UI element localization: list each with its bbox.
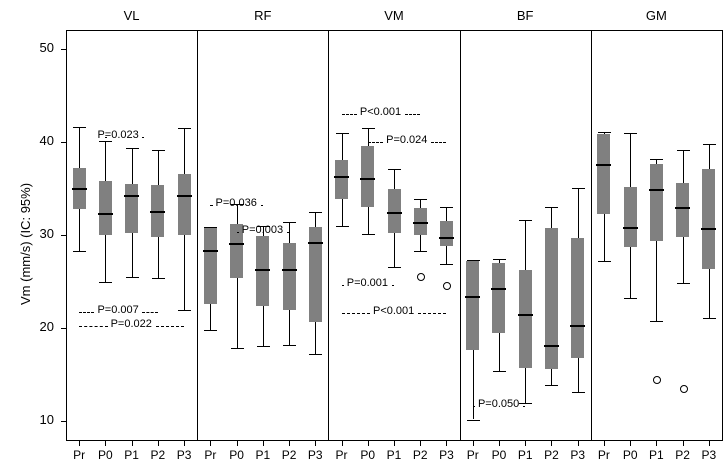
x-tick-label: P1	[517, 448, 533, 462]
x-tick	[420, 441, 421, 446]
annotation-bracket-left	[79, 326, 107, 327]
x-tick-label: P1	[386, 448, 402, 462]
median-line	[229, 243, 244, 245]
whisker-cap-low	[624, 298, 637, 299]
whisker-cap-low	[388, 267, 401, 268]
x-tick-label: Pr	[73, 448, 86, 462]
whisker-cap-high	[73, 127, 86, 128]
p-value-annotation: P=0.007	[97, 304, 139, 317]
annotation-bracket-right	[392, 285, 394, 286]
whisker-cap-high	[126, 148, 139, 149]
p-value-annotation: P=0.001	[346, 277, 389, 290]
panel-title-bf: BF	[516, 8, 534, 23]
x-tick-label: Pr	[335, 448, 348, 462]
whisker-cap-low	[467, 420, 480, 421]
annotation-bracket-left	[473, 406, 475, 407]
x-tick	[158, 441, 159, 446]
median-line	[177, 195, 192, 197]
whisker-cap-low	[257, 346, 270, 347]
panel-separator	[197, 30, 198, 441]
annotation-bracket-right	[405, 114, 420, 115]
box-gm-p3	[702, 169, 715, 270]
panel-title-gm: GM	[645, 8, 667, 23]
median-line	[465, 296, 480, 298]
outlier-point	[417, 273, 425, 281]
whisker-cap-high	[677, 150, 690, 151]
x-tick	[315, 441, 316, 446]
median-line	[518, 314, 533, 316]
box-rf-p2	[283, 243, 296, 309]
x-tick-label: P3	[176, 448, 192, 462]
whisker-cap-high	[309, 212, 322, 213]
median-line	[570, 325, 585, 327]
annotation-bracket-left	[342, 313, 370, 314]
x-tick	[237, 441, 238, 446]
x-tick-label: P2	[544, 448, 559, 462]
whisker-cap-high	[414, 199, 427, 200]
annotation-bracket-right	[142, 312, 157, 313]
y-tick	[61, 49, 66, 50]
box-bf-pr	[466, 261, 479, 350]
x-tick	[578, 441, 579, 446]
whisker-cap-low	[204, 330, 217, 331]
annotation-bracket-left	[368, 142, 383, 143]
box-bf-p0	[492, 263, 505, 333]
whisker-cap-high	[598, 132, 611, 133]
box-gm-p0	[624, 187, 637, 248]
x-tick	[446, 441, 447, 446]
box-vl-p3	[178, 174, 191, 235]
whisker-cap-low	[178, 310, 191, 311]
annotation-bracket-right	[287, 232, 289, 233]
p-value-annotation: P<0.001	[359, 105, 402, 118]
box-vl-p0	[99, 181, 112, 235]
y-tick	[61, 328, 66, 329]
box-rf-p3	[309, 227, 322, 322]
median-line	[124, 195, 139, 197]
p-value-annotation: P=0.050	[477, 398, 520, 411]
x-tick	[473, 441, 474, 446]
x-tick-label: P2	[281, 448, 297, 462]
outlier-point	[680, 385, 688, 393]
annotation-bracket-right	[431, 142, 446, 143]
x-tick-label: P0	[622, 448, 638, 462]
plot-top-border	[66, 30, 723, 31]
y-axis-label: Vm (mm/s) (IC: 95%)	[18, 182, 33, 305]
median-line	[282, 269, 297, 271]
x-tick	[604, 441, 605, 446]
annotation-bracket-right	[156, 326, 184, 327]
x-tick	[289, 441, 290, 446]
y-tick-label: 40	[39, 132, 54, 148]
annotation-bracket-left	[79, 312, 94, 313]
x-tick	[630, 441, 631, 446]
whisker-cap-high	[519, 220, 532, 221]
x-tick	[184, 441, 185, 446]
whisker-cap-low	[598, 261, 611, 262]
x-tick	[263, 441, 264, 446]
x-tick	[394, 441, 395, 446]
x-tick	[210, 441, 211, 446]
median-line	[72, 188, 87, 190]
x-tick-label: Pr	[597, 448, 610, 462]
x-tick	[656, 441, 657, 446]
y-tick	[61, 142, 66, 143]
y-tick-label: 20	[39, 319, 54, 335]
whisker-cap-high	[572, 188, 585, 189]
median-line	[255, 269, 270, 271]
x-tick-label: P2	[675, 448, 690, 462]
x-tick-label: P3	[701, 448, 717, 462]
box-bf-p1	[519, 270, 532, 368]
panel-separator	[328, 30, 329, 441]
median-line	[334, 176, 349, 178]
x-tick-label: P2	[150, 448, 166, 462]
x-tick	[342, 441, 343, 446]
whisker-cap-high	[440, 207, 453, 208]
median-line	[439, 237, 454, 239]
y-tick-label: 50	[39, 39, 54, 55]
annotation-bracket-left	[210, 205, 212, 206]
whisker-cap-high	[178, 128, 191, 129]
annotation-bracket-left	[237, 232, 239, 233]
x-tick	[79, 441, 80, 446]
annotation-bracket-left	[342, 114, 357, 115]
whisker-cap-low	[677, 283, 690, 284]
annotation-bracket-left	[105, 137, 107, 138]
y-axis	[66, 30, 67, 441]
box-vl-p1	[125, 184, 138, 233]
box-gm-p1	[650, 164, 663, 240]
median-line	[675, 207, 690, 209]
x-tick	[368, 441, 369, 446]
annotation-bracket-right	[418, 313, 446, 314]
whisker-cap-high	[152, 150, 165, 151]
whisker-cap-low	[283, 345, 296, 346]
plot-right-border	[722, 30, 723, 441]
x-tick-label: P3	[439, 448, 454, 462]
whisker-cap-high	[703, 144, 716, 145]
box-vm-pr	[335, 160, 348, 198]
x-tick	[525, 441, 526, 446]
annotation-bracket-right	[261, 205, 263, 206]
median-line	[413, 222, 428, 224]
annotation-bracket-left	[342, 285, 344, 286]
whisker-cap-high	[493, 259, 506, 260]
median-line	[150, 211, 165, 213]
y-tick-label: 10	[39, 412, 54, 428]
whisker-cap-low	[73, 251, 86, 252]
median-line	[360, 178, 375, 180]
whisker-cap-high	[362, 128, 375, 129]
whisker-cap-low	[519, 403, 532, 404]
whisker-cap-low	[309, 354, 322, 355]
annotation-bracket-right	[523, 406, 525, 407]
whisker-cap-low	[152, 278, 165, 279]
x-tick-label: P2	[412, 448, 428, 462]
x-tick	[551, 441, 552, 446]
whisker-cap-low	[126, 277, 139, 278]
x-tick-label: P1	[255, 448, 271, 462]
x-tick	[683, 441, 684, 446]
whisker-cap-high	[545, 207, 558, 208]
whisker-cap-low	[336, 226, 349, 227]
p-value-annotation: P<0.001	[373, 305, 415, 318]
median-line	[387, 212, 402, 214]
x-tick-label: P1	[649, 448, 664, 462]
whisker-cap-low	[703, 318, 716, 319]
panel-separator	[591, 30, 592, 441]
x-tick	[132, 441, 133, 446]
annotation-bracket-right	[142, 137, 144, 138]
panel-title-vl: VL	[123, 8, 140, 23]
whisker-cap-low	[231, 348, 244, 349]
p-value-annotation: P=0.023	[97, 129, 139, 142]
whisker-cap-high	[388, 169, 401, 170]
y-tick	[61, 421, 66, 422]
median-line	[98, 213, 113, 215]
median-line	[623, 227, 638, 229]
median-line	[701, 228, 716, 230]
whisker-cap-high	[624, 133, 637, 134]
p-value-annotation: P=0.022	[110, 318, 152, 331]
x-tick	[105, 441, 106, 446]
x-tick	[499, 441, 500, 446]
x-tick-label: P3	[570, 448, 586, 462]
whisker-cap-low	[493, 371, 506, 372]
whisker-cap-low	[362, 234, 375, 235]
whisker-cap-high	[650, 159, 663, 160]
x-tick-label: Pr	[466, 448, 479, 462]
median-line	[491, 288, 506, 290]
outlier-point	[443, 282, 451, 290]
panel-separator	[460, 30, 461, 441]
x-tick-label: P1	[124, 448, 139, 462]
median-line	[649, 189, 664, 191]
box-rf-pr	[204, 228, 217, 304]
x-tick	[709, 441, 710, 446]
box-gm-pr	[597, 134, 610, 214]
whisker-cap-low	[440, 264, 453, 265]
x-tick-label: Pr	[204, 448, 217, 462]
x-tick-label: P0	[360, 448, 376, 462]
outlier-point	[653, 376, 661, 384]
whisker-cap-low	[545, 385, 558, 386]
y-tick	[61, 235, 66, 236]
box-bf-p2	[545, 228, 558, 369]
box-bf-p3	[571, 238, 584, 358]
median-line	[308, 242, 323, 244]
median-line	[596, 164, 611, 166]
y-tick-label: 30	[39, 226, 54, 241]
box-gm-p2	[676, 183, 689, 237]
median-line	[203, 250, 218, 252]
panel-title-vm: VM	[384, 8, 404, 23]
x-tick-label: P0	[491, 448, 507, 462]
whisker-cap-low	[414, 251, 427, 252]
x-tick-label: P0	[229, 448, 244, 462]
box-vm-p3	[440, 221, 453, 246]
whisker-cap-low	[99, 282, 112, 283]
p-value-annotation: P=0.003	[241, 224, 284, 237]
whisker-cap-high	[283, 222, 296, 223]
median-line	[544, 345, 559, 347]
whisker-cap-low	[650, 321, 663, 322]
p-value-annotation: P=0.024	[386, 133, 428, 146]
whisker-cap-high	[336, 133, 349, 134]
whisker-cap-low	[572, 392, 585, 393]
x-tick-label: P0	[98, 448, 113, 462]
p-value-annotation: P=0.036	[215, 197, 257, 210]
box-vm-p0	[361, 146, 374, 208]
panel-title-rf: RF	[254, 8, 272, 23]
x-tick-label: P3	[307, 448, 323, 462]
